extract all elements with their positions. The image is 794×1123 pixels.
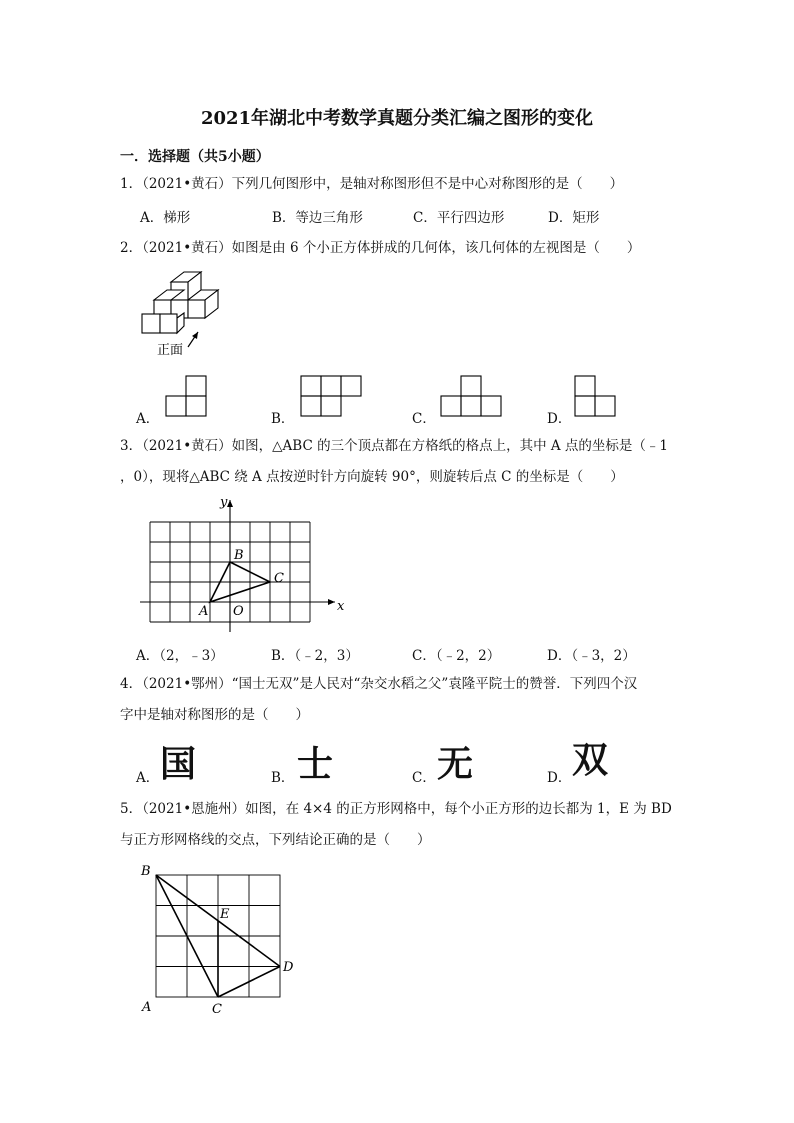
q1-option-c: C．平行四边形	[413, 210, 505, 226]
q2-option-a-letter: A．	[136, 411, 160, 427]
q3-option-a: A．（2，﹣3）	[136, 648, 224, 664]
q1-option-b: B．等边三角形	[272, 210, 363, 226]
section-heading: 一．选择题（共5小题）	[120, 149, 270, 165]
q3-stem-line1: 3．（2021•黄石）如图，△ABC 的三个顶点都在方格纸的格点上，其中 A 点的坐标是（﹣1	[120, 438, 669, 454]
q3-label-y: y	[220, 495, 228, 510]
q5-grid-figure	[136, 860, 306, 1020]
q2-front-label: 正面	[157, 343, 184, 358]
q1-option-a: A．梯形	[140, 210, 191, 226]
q1-stem: 1．（2021•黄石）下列几何图形中，是轴对称图形但不是中心对称图形的是（ ）	[120, 176, 624, 192]
q4-stem-line1: 4．（2021•鄂州）“国士无双”是人民对“杂交水稻之父”袁隆平院士的赞誉．下列四个汉	[120, 676, 638, 692]
q4-stem-line2: 字中是轴对称图形的是（ ）	[120, 707, 309, 723]
q2-cube-figure	[136, 268, 236, 362]
q5-label-a: A	[142, 1000, 152, 1015]
q2-option-c-figure	[438, 373, 506, 419]
q3-label-o: O	[233, 604, 244, 619]
q2-option-d-figure	[572, 373, 620, 419]
q2-option-b-figure	[298, 373, 366, 419]
q2-option-b-letter: B．	[271, 411, 295, 427]
q4-option-d-letter: D．	[547, 770, 572, 786]
q1-option-d: D．矩形	[548, 210, 600, 226]
q3-option-b: B．（﹣2，3）	[271, 648, 359, 664]
q3-label-c: C	[274, 571, 284, 586]
q4-character-guo: 国	[160, 744, 197, 785]
q5-label-e: E	[220, 907, 230, 922]
q4-character-shi: 士	[297, 744, 334, 785]
q3-grid-figure	[140, 492, 350, 634]
q5-label-b: B	[141, 864, 151, 879]
q5-stem-line1: 5．（2021•恩施州）如图，在 4×4 的正方形网格中，每个小正方形的边长都为 1，E 为 BD	[120, 801, 672, 817]
q3-label-a: A	[199, 604, 209, 619]
q2-option-d-letter: D．	[547, 411, 572, 427]
q3-label-b: B	[234, 548, 244, 563]
q4-option-c-letter: C．	[412, 770, 436, 786]
q5-label-d: D	[283, 960, 294, 975]
q3-option-d: D．（﹣3，2）	[547, 648, 636, 664]
q2-option-c-letter: C．	[412, 411, 436, 427]
q4-character-wu: 无	[437, 744, 474, 785]
q4-option-b-letter: B．	[271, 770, 295, 786]
q4-option-a-letter: A．	[136, 770, 160, 786]
q2-option-a-figure	[163, 373, 211, 419]
q3-option-c: C．（﹣2，2）	[412, 648, 501, 664]
q5-label-c: C	[212, 1002, 222, 1017]
q5-stem-line2: 与正方形网格线的交点，下列结论正确的是（ ）	[120, 832, 431, 848]
q4-character-shuang: 双	[572, 740, 609, 781]
q3-stem-line2: ，0），现将△ABC 绕 A 点按逆时针方向旋转 90°，则旋转后点 C 的坐标是（ ）	[120, 469, 624, 485]
q3-label-x: x	[337, 599, 345, 614]
q2-stem: 2．（2021•黄石）如图是由 6 个小正方体拼成的几何体，该几何体的左视图是（ ）	[120, 240, 641, 256]
page-title: 2021年湖北中考数学真题分类汇编之图形的变化	[200, 108, 594, 129]
